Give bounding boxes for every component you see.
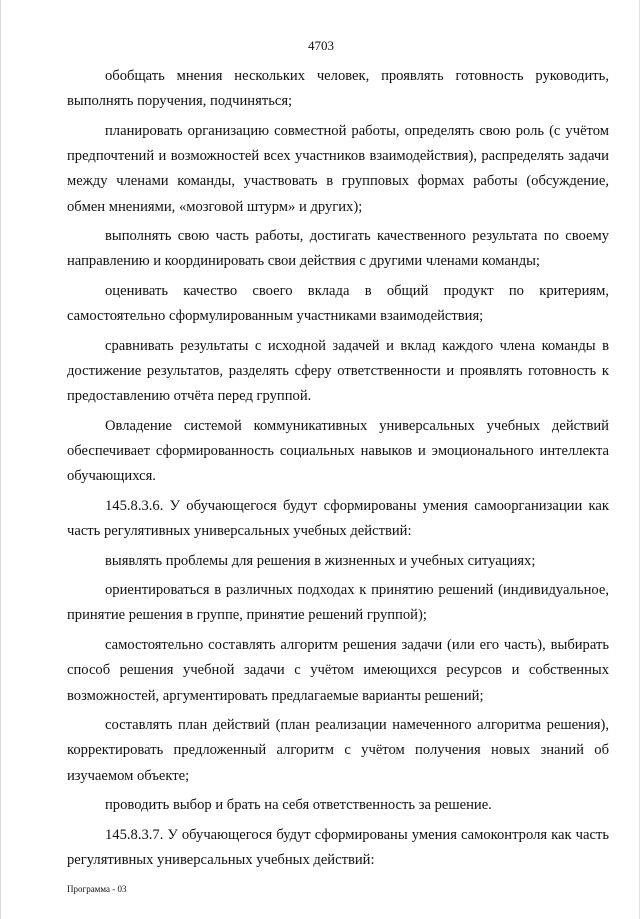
paragraph: 145.8.3.6. У обучающегося будут сформированы умения самоорганизации как часть регулятивных универсальных учебных действий: (67, 497, 609, 540)
paragraph: 145.8.3.7. У обучающегося будут сформированы умения самоконтроля как часть регулятивных универсальных учебных действий: (67, 826, 609, 868)
footer-label: Программа - 03 (67, 884, 127, 894)
paragraph: обобщать мнения нескольких человек, проявлять готовность руководить, выполнять поручения, подчиняться; (67, 68, 609, 110)
paragraph: Овладение системой коммуникативных универсальных учебных действий обеспечивает сформированность социальных навыков и эмоционального интеллекта обучающихся. (67, 417, 609, 485)
paragraph: сравнивать результаты с исходной задачей и вклад каждого члена команды в достижение результатов, разделять сферу ответственности и проявлять готовность к предоставлению отчёта перед группой. (67, 337, 609, 405)
paragraph: составлять план действий (план реализации намеченного алгоритма решения), корректировать предложенный алгоритм с учётом получения новых знаний об изучаемом объекте; (67, 717, 609, 784)
paragraph: планировать организацию совместной работы, определять свою роль (с учётом предпочтений и возможностей всех участников взаимодействия), распределять задачи между членами команды, участвовать в групповых формах работы (обсуждение, обмен мнениями, «мозговой штурм» и других); (67, 122, 609, 215)
paragraph: выявлять проблемы для решения в жизненных и учебных ситуациях; (105, 552, 536, 569)
paragraph: проводить выбор и брать на себя ответственность за решение. (105, 797, 492, 814)
paragraph: оценивать качество своего вклада в общий продукт по критериям, самостоятельно сформулированным участниками взаимодействия; (67, 282, 609, 325)
paragraph: ориентироваться в различных подходах к принятию решений (индивидуальное, принятие решения в группе, принятие решений группой); (67, 582, 609, 624)
paragraph: выполнять свою часть работы, достигать качественного результата по своему направлению и координировать свои действия с другими членами команды; (67, 228, 609, 270)
body-text (67, 64, 609, 877)
paragraph: самостоятельно составлять алгоритм решения задачи (или его часть), выбирать способ решения учебной задачи с учётом имеющихся ресурсов и собственных возможностей, аргументировать предлагаемые варианты решений; (67, 636, 609, 704)
page-number: 4703 (308, 38, 334, 53)
